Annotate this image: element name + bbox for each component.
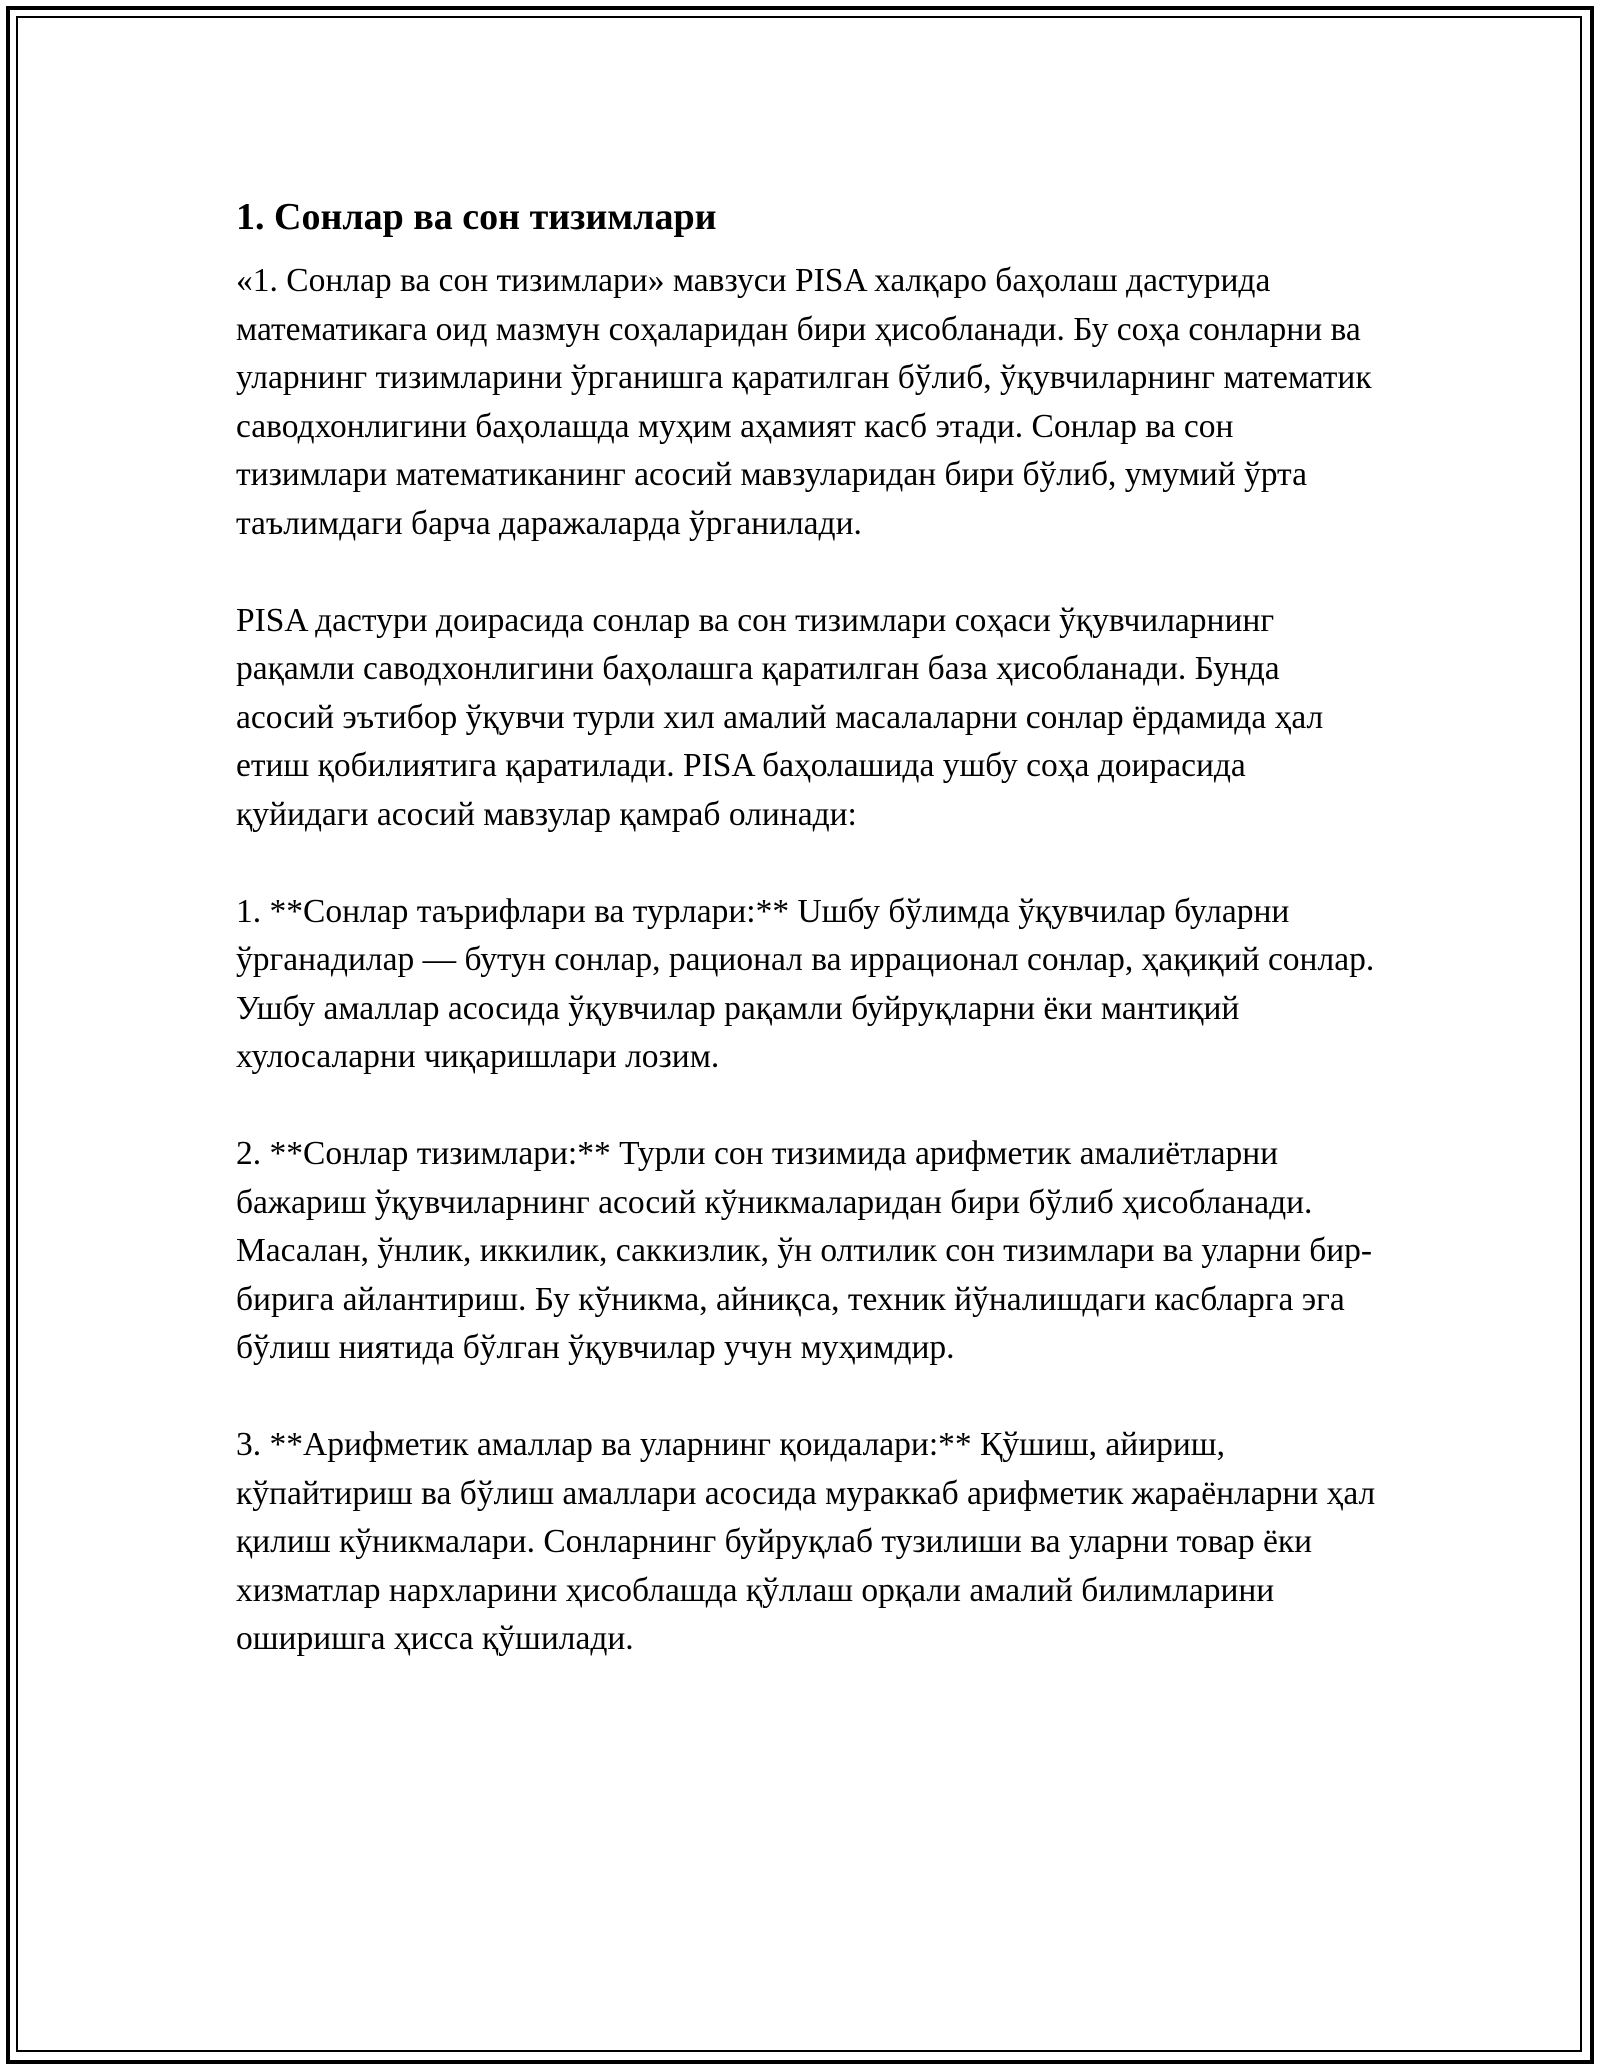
- paragraph-intro: «1. Сонлар ва сон тизимлари» мавзуси PISA халқаро баҳолаш дастурида математикага оид мазмун соҳаларидан бири ҳисобланади. Бу соҳа сонларни ва уларнинг тизимларини ўрганишга қаратилган бўлиб, ўқувчиларнинг математик саводхонлигини баҳолашда муҳим аҳамият касб этади. Сонлар ва сон тизимлари математиканинг асосий мавзуларидан бири бўлиб, умумий ўрта таълимдаги барча даражаларда ўрганилади.: [236, 262, 1372, 542]
- list-item-1: 1. **Сонлар таърифлари ва турлари:** Uшбу бўлимда ўқувчилар буларни ўрганадилар — бутун сонлар, рационал ва иррационал сонлар, ҳақиқий сонлар. Ушбу амаллар асосида ўқувчилар рақамли буйруқларни ёки мантиқий хулосаларни чиқаришлари лозим.: [236, 892, 1375, 1075]
- paragraph-pisa: PISA дастури доирасида сонлар ва сон тизимлари соҳаси ўқувчиларнинг рақамли саводхонлигини баҳолашга қаратилган база ҳисобланади. Бунда асосий эътибор ўқувчи турли хил амалий масалаларни сонлар ёрдамида ҳал етиш қобилиятига қаратилади. PISA баҳолашида ушбу соҳа доирасида қуйидаги асосий мавзулар қамраб олинади:: [236, 601, 1324, 833]
- list-item-2: 2. **Сонлар тизимлари:** Турли сон тизимида арифметик амалиётларни бажариш ўқувчиларнинг асосий кўникмаларидан бири бўлиб ҳисобланади. Масалан, ўнлик, иккилик, саккизлик, ўн олтилик сон тизимлари ва уларни бир-бирига айлантириш. Бу кўникма, айниқса, техник йўналишдаги касбларга эга бўлиш ниятида бўлган ўқувчилар учун муҳимдир.: [236, 1135, 1373, 1366]
- list-item-3: 3. **Арифметик амаллар ва уларнинг қоидалари:** Қўшиш, айириш, кўпайтириш ва бўлиш амаллари асосида мураккаб арифметик жараёнларни ҳал қилиш кўникмалари. Сонларнинг буйруқлаб тузилиши ва уларни товар ёки хизматлар нархларини ҳисоблашда қўллаш орқали амалий билимларини оширишга ҳисса қўшилади.: [236, 1426, 1376, 1657]
- document-body: [236, 176, 1376, 1664]
- document-title: 1. Сонлар ва сон тизимлари: [236, 196, 717, 238]
